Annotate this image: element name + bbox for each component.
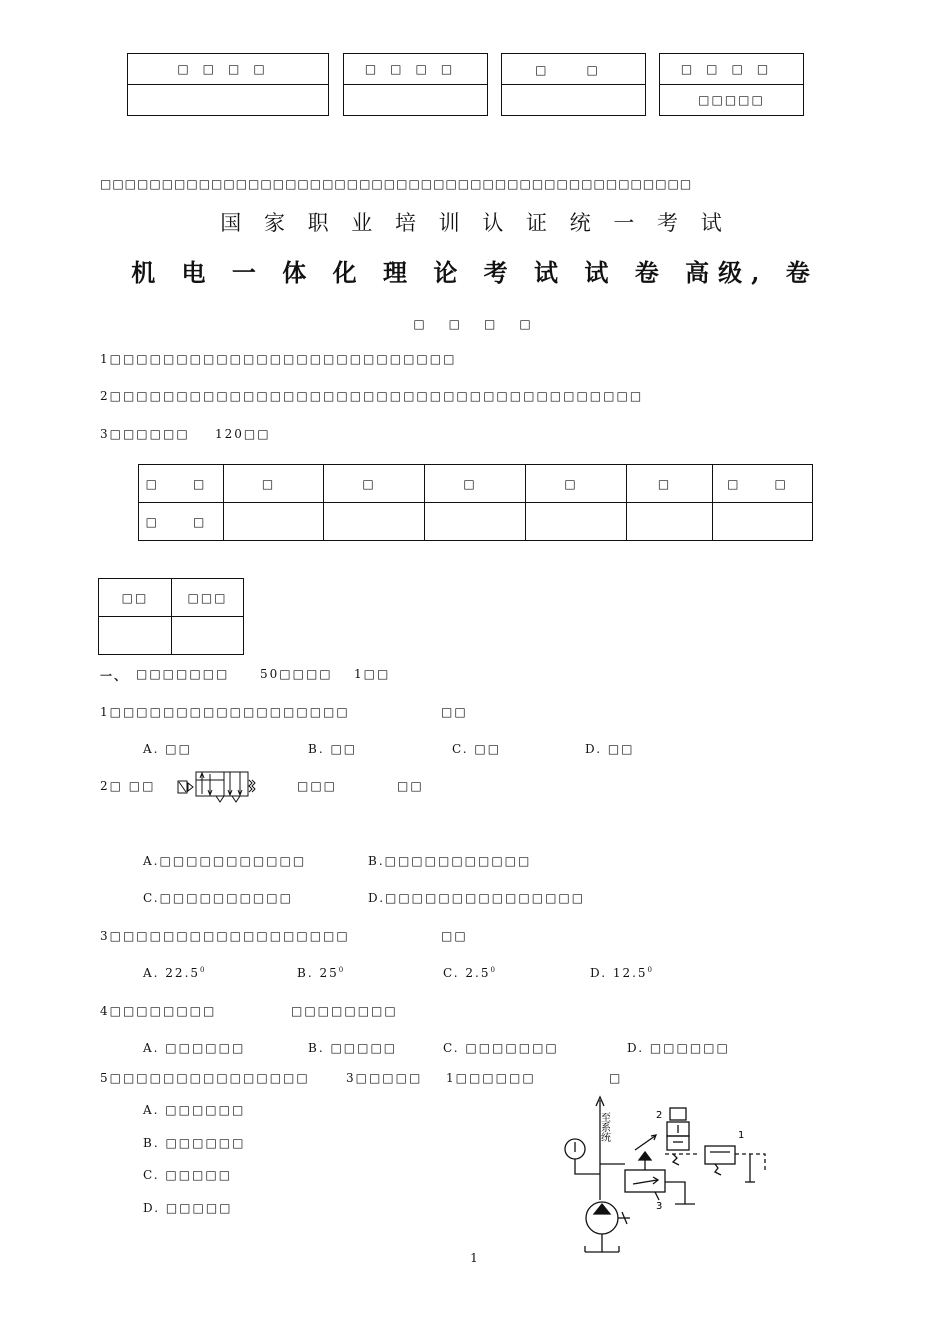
question-2-option-a: A.□□□□□□□□□□□ bbox=[143, 854, 307, 868]
question-4-mid: □□□□□□□□ bbox=[291, 1004, 398, 1018]
question-1-option-c: C. □□ bbox=[452, 742, 502, 756]
section-points: 1□□ bbox=[354, 667, 391, 681]
grader-cell bbox=[99, 617, 172, 655]
exam-subtitle: 机 电 一 体 化 理 论 考 试 试 卷 高级, 卷 bbox=[131, 258, 819, 287]
section-count: 50□□□□ bbox=[260, 667, 333, 681]
question-2-option-c: C.□□□□□□□□□□ bbox=[143, 891, 293, 905]
notice-3: 3□□□□□□ bbox=[100, 427, 190, 441]
question-2-tail: □□ bbox=[397, 779, 424, 793]
notice-2: 2□□□□□□□□□□□□□□□□□□□□□□□□□□□□□□□□□□□□□□□□ bbox=[100, 389, 644, 403]
question-1-tail: □□ bbox=[441, 705, 468, 719]
grader-table bbox=[98, 578, 244, 655]
header-box-label: □ □ bbox=[502, 54, 646, 85]
question-1-option-a: A. □□ bbox=[143, 742, 192, 756]
header-box-value bbox=[502, 85, 646, 116]
score-cell bbox=[526, 503, 627, 541]
grader-col2: □□□ bbox=[172, 579, 244, 617]
question-2-option-d: D.□□□□□□□□□□□□□□□ bbox=[368, 891, 586, 905]
score-header: □ bbox=[627, 465, 713, 503]
score-table bbox=[138, 464, 813, 541]
question-3-option-d: D. 12.5$^0$ bbox=[590, 966, 655, 980]
question-1-option-d: D. □□ bbox=[585, 742, 635, 756]
exam-title: 国 家 职 业 培 训 认 证 统 一 考 试 bbox=[220, 211, 730, 235]
score-header: □ □ bbox=[713, 465, 813, 503]
notice-1: 1□□□□□□□□□□□□□□□□□□□□□□□□□□ bbox=[100, 352, 457, 366]
question-4-stem: 4□□□□□□□□ bbox=[100, 1004, 217, 1018]
question-4-option-d: D. □□□□□□ bbox=[627, 1041, 730, 1055]
header-box-label: □□□□ bbox=[660, 54, 804, 85]
question-2-mid: □□□ bbox=[297, 779, 338, 793]
section-number: 一、 bbox=[100, 669, 129, 683]
header-box-value: □□□□□ bbox=[660, 85, 804, 116]
diagram-label-1: 1 bbox=[738, 1130, 745, 1141]
score-header: □ □ bbox=[139, 465, 224, 503]
hydraulic-circuit-diagram bbox=[555, 1092, 780, 1262]
question-4-option-c: C. □□□□□□□ bbox=[443, 1041, 559, 1055]
score-header: □ bbox=[526, 465, 627, 503]
diagram-label-3: 3 bbox=[656, 1201, 663, 1212]
diagram-system-label: 至系统 bbox=[598, 1112, 610, 1142]
question-5-option-c: C. □□□□□ bbox=[143, 1168, 233, 1182]
diagram-label-2: 2 bbox=[656, 1110, 663, 1121]
score-cell bbox=[713, 503, 813, 541]
score-row-label: □ □ bbox=[139, 503, 224, 541]
score-cell bbox=[324, 503, 425, 541]
notice-heading: □ □ □ □ bbox=[413, 317, 537, 331]
grader-cell bbox=[172, 617, 244, 655]
header-box-label: □□□□ bbox=[344, 54, 488, 85]
notice-3-time: 120□□ bbox=[215, 427, 271, 441]
score-cell bbox=[627, 503, 713, 541]
header-box-value bbox=[344, 85, 488, 116]
question-5-mid: 3□□□□□ bbox=[346, 1071, 423, 1085]
valve-symbol-icon bbox=[176, 770, 266, 806]
score-header: □ bbox=[324, 465, 425, 503]
score-cell bbox=[224, 503, 324, 541]
question-4-option-a: A. □□□□□□ bbox=[143, 1041, 246, 1055]
header-box-label: □□□□ bbox=[128, 54, 329, 85]
question-5-option-b: B. □□□□□□ bbox=[143, 1136, 246, 1150]
question-3-option-b: B. $25^0$ bbox=[297, 966, 346, 980]
header-box-4 bbox=[659, 53, 804, 116]
question-1-option-b: B. □□ bbox=[308, 742, 358, 756]
question-1-stem: 1□□□□□□□□□□□□□□□□□□ bbox=[100, 705, 350, 719]
question-5-option-a: A. □□□□□□ bbox=[143, 1103, 246, 1117]
question-3-stem: 3□□□□□□□□□□□□□□□□□□ bbox=[100, 929, 350, 943]
question-2-option-b: B.□□□□□□□□□□□ bbox=[368, 854, 532, 868]
question-5-option-d: D. □□□□□ bbox=[143, 1201, 233, 1215]
header-box-3 bbox=[501, 53, 646, 116]
intro-line: □□□□□□□□□□□□□□□□□□□□□□□□□□□□□□□□□□□□□□□□□□□□□□□□ bbox=[100, 177, 693, 191]
question-5-tail: □ bbox=[609, 1071, 623, 1085]
header-box-2 bbox=[343, 53, 488, 116]
header-box-value bbox=[128, 85, 329, 116]
header-box-1 bbox=[127, 53, 329, 116]
question-5-stem: 5□□□□□□□□□□□□□□□ bbox=[100, 1071, 310, 1085]
page-number: 1 bbox=[470, 1251, 480, 1265]
score-cell bbox=[425, 503, 526, 541]
question-3-option-c: C. $2.5^0$ bbox=[443, 966, 497, 980]
grader-col1: □□ bbox=[99, 579, 172, 617]
question-3-option-a: A. 22.5$^0$ bbox=[143, 966, 207, 980]
question-5-mid2: 1□□□□□□ bbox=[446, 1071, 536, 1085]
score-header: □ bbox=[425, 465, 526, 503]
question-2-stem: 2□ □□ bbox=[100, 779, 156, 793]
score-header: □ bbox=[224, 465, 324, 503]
question-3-tail: □□ bbox=[441, 929, 468, 943]
question-4-option-b: B. □□□□□ bbox=[308, 1041, 398, 1055]
section-text: □□□□□□□ bbox=[136, 667, 230, 681]
